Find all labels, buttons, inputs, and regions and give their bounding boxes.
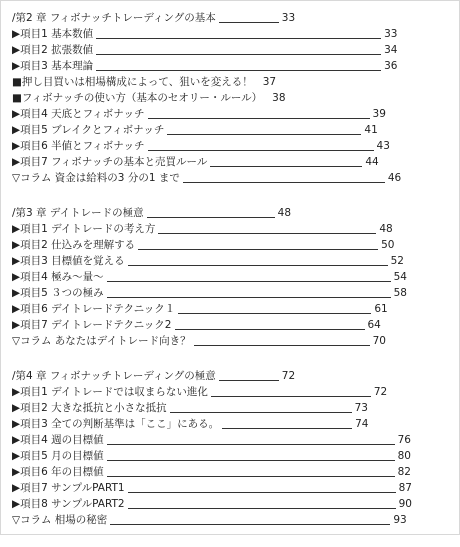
toc-entry (12, 42, 452, 58)
entry-title: ▶項目1 デイトレードでは収まらない進化 (12, 386, 208, 398)
leader-line (128, 253, 388, 266)
toc-entry (12, 170, 452, 186)
leader-line (148, 106, 370, 119)
page-number: 70 (372, 335, 386, 347)
page-number: 58 (393, 287, 407, 299)
toc-entry (12, 333, 452, 349)
page-number: 48 (277, 207, 292, 219)
toc-entry (12, 384, 452, 400)
toc-entry (12, 285, 452, 301)
toc-entry (12, 90, 452, 106)
toc-entry (12, 496, 452, 512)
toc-entry (12, 400, 452, 416)
leader-line (96, 58, 381, 71)
toc-entry (12, 480, 452, 496)
toc-entry (12, 122, 452, 138)
toc-entry (12, 464, 452, 480)
entry-title: ▶項目6 半値とフィボナッチ (12, 140, 145, 152)
leader-line (183, 170, 385, 183)
leader-line (158, 221, 376, 234)
chapter-heading (12, 10, 452, 26)
entry-title: ▶項目4 天底とフィボナッチ (12, 108, 145, 120)
entry-title: ▶項目3 全ての判断基準は「ここ」にある。 (12, 418, 220, 430)
leader-line (178, 301, 371, 314)
entry-title: ▶項目2 大きな抵抗と小さな抵抗 (12, 402, 167, 414)
leader-line (219, 368, 279, 381)
page-number: 48 (379, 223, 393, 235)
toc-entry (12, 221, 452, 237)
page-number: 93 (393, 514, 407, 526)
entry-title: /第3 章 デイトレードの極意 (12, 207, 144, 219)
entry-title: ▶項目4 極み～量～ (12, 271, 104, 283)
entry-title: ▶項目5 月の目標値 (12, 450, 104, 462)
page-number: 64 (367, 319, 381, 331)
toc-entry (12, 448, 452, 464)
toc-entry (12, 154, 452, 170)
entry-title: ▶項目3 基本理論 (12, 60, 94, 72)
toc-entry (12, 26, 452, 42)
leader-line (219, 10, 279, 23)
toc-entry (12, 74, 452, 90)
leader-line (128, 480, 396, 493)
entry-title: ▶項目6 デイトレードテクニック１ (12, 303, 176, 315)
toc-entry (12, 237, 452, 253)
leader-line (138, 237, 378, 250)
leader-line (211, 384, 371, 397)
page-number: 72 (281, 370, 296, 382)
toc-entry (12, 106, 452, 122)
entry-title: ▶項目2 拡張数値 (12, 44, 94, 56)
page-number: 33 (281, 12, 296, 24)
leader-line (175, 317, 365, 330)
page-number: 90 (398, 498, 412, 510)
entry-title: ▶項目2 仕込みを理解する (12, 239, 136, 251)
page-number: 46 (387, 172, 402, 184)
entry-title: ▶項目5 ３つの極み (12, 287, 104, 299)
toc-entry (12, 138, 452, 154)
page-number: 38 (272, 92, 286, 104)
entry-title: ▶項目4 週の目標値 (12, 434, 104, 446)
entry-title: ▶項目5 ブレイクとフィボナッチ (12, 124, 165, 136)
page-number: 61 (374, 303, 388, 315)
leader-line (107, 285, 391, 298)
leader-line (107, 269, 391, 282)
entry-title: ▽コラム あなたはデイトレード向き？ (12, 335, 191, 347)
page-number: 74 (355, 418, 369, 430)
toc-entry (12, 269, 452, 285)
page-number: 50 (381, 239, 395, 251)
entry-title: ▶項目6 年の目標値 (12, 466, 104, 478)
toc-entry (12, 416, 452, 432)
entry-title: /第4 章 フィボナッチトレーディングの極意 (12, 370, 216, 382)
page-number: 73 (354, 402, 368, 414)
entry-title: ▶項目3 目標値を覚える (12, 255, 125, 267)
toc-entry (12, 317, 452, 333)
leader-line (96, 26, 381, 39)
entry-title: /第2 章 フィボナッチトレーディングの基本 (12, 12, 216, 24)
leader-line (128, 496, 396, 509)
leader-line (147, 205, 275, 218)
leader-line (107, 448, 395, 461)
page-number: 36 (384, 60, 398, 72)
page-number: 76 (397, 434, 411, 446)
entry-title: ▶項目8 サンプルPART2 (12, 498, 125, 510)
chapter-heading (12, 205, 452, 221)
leader-line (110, 512, 390, 525)
leader-line (210, 154, 362, 167)
page-number: 82 (397, 466, 411, 478)
entry-title: ▶項目1 デイトレードの考え方 (12, 223, 156, 235)
toc-entry (12, 301, 452, 317)
table-of-contents (12, 10, 452, 547)
page-number: 34 (384, 44, 398, 56)
leader-line (148, 138, 374, 151)
toc-section-2 (12, 10, 452, 186)
page-number: 39 (372, 108, 386, 120)
leader-line (107, 432, 395, 445)
page-number: 43 (376, 140, 390, 152)
page-number: 54 (393, 271, 407, 283)
page-number: 80 (397, 450, 411, 462)
leader-line (96, 42, 381, 55)
leader-line (194, 333, 370, 346)
toc-entry (12, 432, 452, 448)
leader-line (167, 122, 361, 135)
page-number: 37 (262, 76, 277, 88)
leader-line (170, 400, 352, 413)
leader-line (107, 464, 395, 477)
entry-title: ■フィボナッチの使い方（基本のセオリー・ルール） (12, 92, 263, 104)
toc-entry (12, 512, 452, 528)
toc-entry (12, 253, 452, 269)
toc-entry (12, 58, 452, 74)
toc-section-3 (12, 205, 452, 349)
page-number: 87 (398, 482, 412, 494)
page-number: 41 (364, 124, 378, 136)
toc-section-4 (12, 368, 452, 528)
entry-title: ▶項目7 サンプルPART1 (12, 482, 125, 494)
entry-title: ▶項目7 フィボナッチの基本と売買ルール (12, 156, 208, 168)
entry-title: ▶項目7 デイトレードテクニック2 (12, 319, 172, 331)
entry-title: ▶項目1 基本数値 (12, 28, 94, 40)
entry-title: ▽コラム 資金は給料の3 分の1 まで (12, 172, 180, 184)
chapter-heading (12, 368, 452, 384)
entry-title: ■押し目買いは相場構成によって、狙いを変える！ (12, 76, 253, 88)
page-number: 52 (390, 255, 404, 267)
page-number: 33 (384, 28, 398, 40)
page-number: 72 (373, 386, 388, 398)
entry-title: ▽コラム 相場の秘密 (12, 514, 108, 526)
leader-line (222, 416, 352, 429)
page-number: 44 (365, 156, 379, 168)
